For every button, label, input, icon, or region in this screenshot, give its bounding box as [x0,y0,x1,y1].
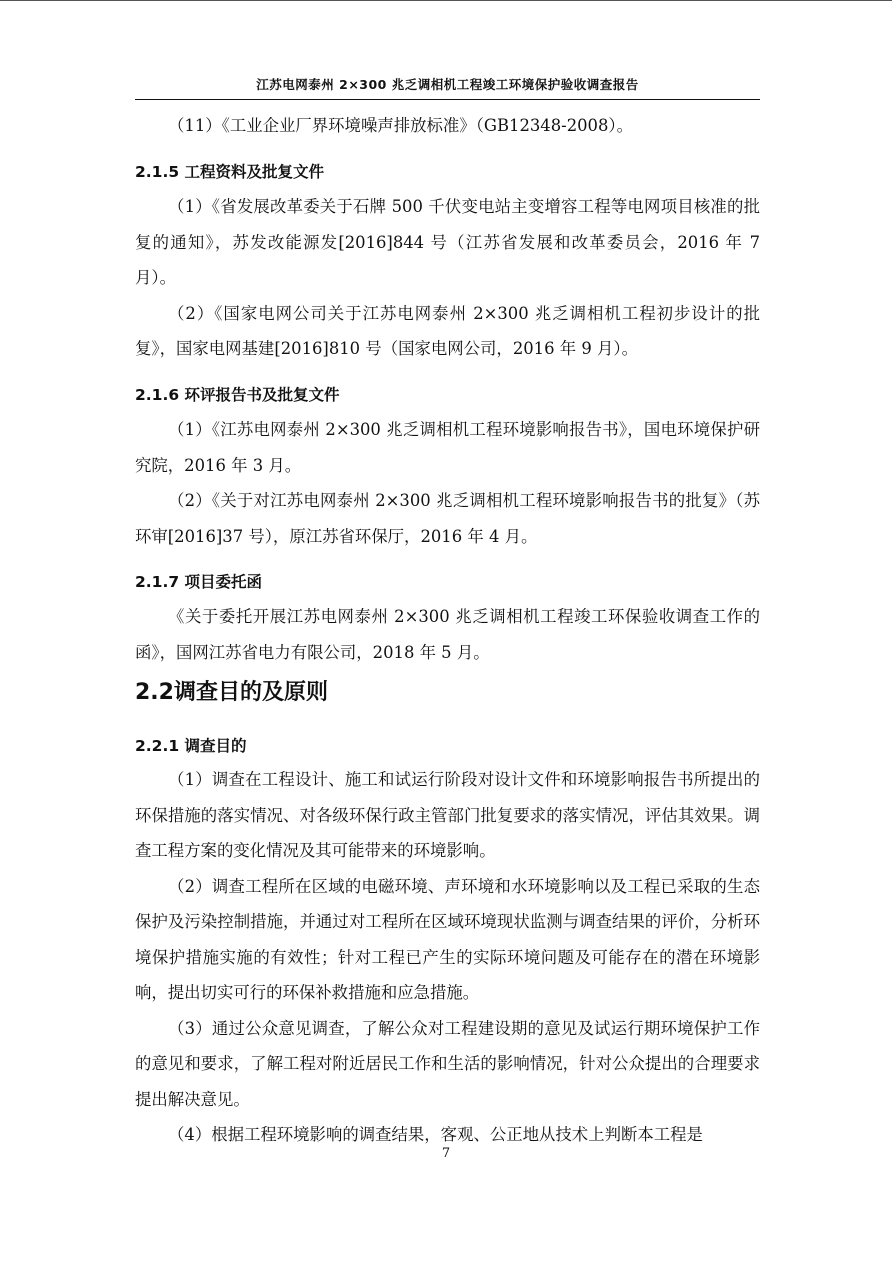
paragraph: （4）根据工程环境影响的调查结果，客观、公正地从技术上判断本工程是 [168,1125,703,1144]
paragraph: 《关于委托开展江苏电网泰州 2×300 兆乏调相机工程竣工环保验收调查工作的函》，国网江苏省电力有限公司，2018 年 5 月。 [135,607,760,662]
section-2-1-5-heading [135,160,760,184]
paragraph: （1）调查在工程设计、施工和试运行阶段对设计文件和环境影响报告书所提出的环保措施的落实情况、对各级环保行政主管部门批复要求的落实情况，评估其效果。调查工程方案的变化情况及其可能带来的环境影响。 [135,770,760,860]
paragraph: （2）《国家电网公司关于江苏电网泰州 2×300 兆乏调相机工程初步设计的批复》，国家电网基建[2016]810 号（国家电网公司，2016 年 9 月）。 [135,303,760,358]
section-heading: 2.1.6 环评报告书及批复文件 [135,386,340,404]
section-heading: 2.1.5 工程资料及批复文件 [135,163,325,181]
page-top-border [0,0,892,1]
section-2-1-6-body [135,412,760,554]
paragraph: （2）《关于对江苏电网泰州 2×300 兆乏调相机工程环境影响报告书的批复》（苏环审[2016]37 号），原江苏省环保厅，2016 年 4 月。 [135,491,760,546]
running-header: 江苏电网泰州 2×300 兆乏调相机工程竣工环境保护验收调查报告 [256,77,639,92]
section-title: 2.2调查目的及原则 [135,680,328,705]
section-2-2-1-heading [135,734,760,758]
paragraph: （3）通过公众意见调查，了解公众对工程建设期的意见及试运行期环境保护工作的意见和要求，了解工程对附近居民工作和生活的影响情况，针对公众提出的合理要求提出解决意见。 [135,1018,760,1109]
reference-item-11 [135,108,760,144]
paragraph: （1）《江苏电网泰州 2×300 兆乏调相机工程环境影响报告书》，国电环境保护研究院，2016 年 3 月。 [135,420,760,475]
section-2-1-7-body [135,599,760,670]
section-2-1-7-heading [135,570,760,594]
section-2-2-1-body [135,762,760,1153]
section-heading: 2.2.1 调查目的 [135,737,247,755]
section-2-1-5-body [135,189,760,367]
section-heading: 2.1.7 项目委托函 [135,573,263,591]
paragraph: （2）调查工程所在区域的电磁环境、声环境和水环境影响以及工程已采取的生态保护及污染控制措施，并通过对工程所在区域环境现状监测与调查结果的评价，分析环境保护措施实施的有效性；针对工程已产生的实际环境问题及可能存在的潜在环境影响，提出切实可行的环保补救措施和应急措施。 [135,876,760,1002]
section-2-2-heading [135,678,760,708]
page-number: 7 [441,1146,451,1161]
section-2-1-6-heading [135,383,760,407]
paragraph: （11）《工业企业厂界环境噪声排放标准》（GB12348-2008）。 [168,116,633,135]
paragraph: （1）《省发展改革委关于石牌 500 千伏变电站主变增容工程等电网项目核准的批复的通知》，苏发改能源发[2016]844 号（江苏省发展和改革委员会，2016 年 7 月）。 [135,197,760,287]
header-rule [135,99,760,100]
